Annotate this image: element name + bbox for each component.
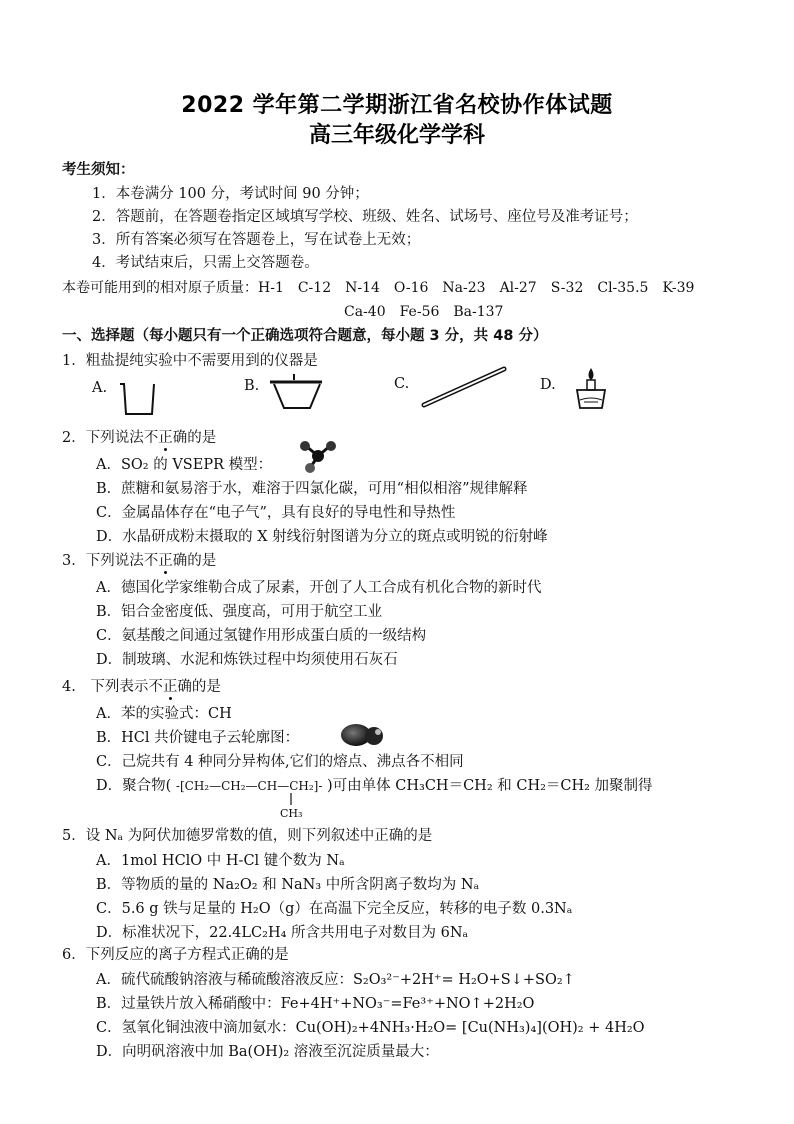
- notice-item-1: 1．本卷满分 100 分，考试时间 90 分钟；: [92, 186, 369, 202]
- q4-stem: [62, 677, 221, 697]
- section-heading: 一、选择题（每小题只有一个正确选项符合题意，每小题 3 分，共 48 分）: [62, 328, 548, 344]
- q2-option-a: A．SO₂ 的 VSEPR 模型：: [96, 457, 273, 473]
- evaporating-dish-icon: [266, 372, 326, 412]
- q6-option-b: B．过量铁片放入稀硝酸中：Fe+4H⁺+NO₃⁻=Fe³⁺+NO↑+2H₂O: [96, 996, 535, 1012]
- q5-option-c: C．5.6 g 铁与足量的 H₂O（g）在高温下完全反应，转移的电子数 0.3Nₐ: [96, 901, 573, 917]
- q3-stem: [62, 551, 216, 571]
- notice-item-3: 3．所有答案必须写在答题卷上，写在试卷上无效；: [92, 232, 421, 248]
- q3-stem-post: 的是: [187, 553, 217, 569]
- q1-option-d-label: D.: [540, 377, 556, 393]
- q4-option-b: B．HCl 共价键电子云轮廓图：: [96, 730, 300, 746]
- q2-option-b: B．蔗糖和氨易溶于水，难溶于四氯化碳，可用“相似相溶”规律解释: [96, 481, 528, 497]
- q4-d-polymer: -[CH₂—CH₂—CH—CH₂]-: [175, 779, 323, 793]
- exam-subject: 高三年级化学学科: [308, 123, 485, 148]
- notice-item-2: 2．答题前，在答题卷指定区域填写学校、班级、姓名、试场号、座位号及准考证号；: [92, 209, 638, 225]
- q4-option-a: A．苯的实验式：CH: [96, 706, 232, 722]
- q5-option-a: A．1mol HClO 中 H-Cl 键个数为 Nₐ: [96, 853, 345, 869]
- alcohol-lamp-icon: [572, 366, 610, 412]
- so2-vsepr-model-icon: [298, 440, 338, 474]
- glass-rod-icon: [420, 365, 510, 409]
- q4-d-pre: D．聚合物(: [96, 778, 172, 794]
- q1-stem: 1．粗盐提纯实验中不需要用到的仪器是: [62, 353, 318, 369]
- q3-stem-key: 不正确: [143, 553, 188, 569]
- q5-option-b: B．等物质的量的 Na₂O₂ 和 NaN₃ 中所含阴离子数均为 Nₐ: [96, 877, 480, 893]
- notice-item-4: 4．考试结束后，只需上交答题卷。: [92, 255, 319, 271]
- q2-option-c: C．金属晶体存在“电子气”，具有良好的导电性和导热性: [96, 505, 456, 521]
- q1-option-a-label: A.: [92, 380, 108, 396]
- q3-option-a: A．德国化学家维勒合成了尿素，开创了人工合成有机化合物的新时代: [96, 580, 542, 596]
- q3-option-d: D．制玻璃、水泥和炼铁过程中均须使用石灰石: [96, 652, 398, 668]
- q3-option-b: B．铝合金密度低、强度高，可用于航空工业: [96, 604, 383, 620]
- q4-stem-post: 的是: [191, 679, 221, 695]
- q2-stem-post: 的是: [187, 430, 217, 446]
- q3-stem-pre: 3．下列说法: [62, 553, 144, 569]
- q1-option-c-label: C.: [394, 376, 410, 392]
- q5-option-d: D．标准状况下，22.4LC₂H₄ 所含共用电子对数目为 6Nₐ: [96, 925, 469, 941]
- q6-option-c: C．氢氧化铜浊液中滴加氨水：Cu(OH)₂+4NH₃·H₂O= [Cu(NH₃)₄](OH)₂ + 4H₂O: [96, 1020, 645, 1036]
- q2-stem-key: 不正确: [143, 430, 188, 446]
- electron-cloud-icon: [340, 720, 390, 750]
- notice-heading: 考生须知：: [62, 162, 135, 178]
- q1-option-b-label: B.: [244, 378, 260, 394]
- q5-stem: 5．设 Nₐ 为阿伏加德罗常数的值，则下列叙述中正确的是: [62, 828, 433, 844]
- atomic-mass-line-1: 本卷可能用到的相对原子质量：H-1 C-12 N-14 O-16 Na-23 Al-27 S-32 Cl-35.5 K-39: [62, 280, 695, 296]
- q2-stem-pre: 2．下列说法: [62, 430, 144, 446]
- q6-option-a: A．硫代硫酸钠溶液与稀硫酸溶液反应：S₂O₃²⁻+2H⁺= H₂O+S↓+SO₂↑: [96, 972, 575, 988]
- q2-option-d: D．水晶研成粉末摄取的 X 射线衍射图谱为分立的斑点或明锐的衍射峰: [96, 529, 548, 545]
- q4-stem-key: 不正确: [148, 679, 192, 695]
- q4-d-post: )可由单体 CH₃CH＝CH₂ 和 CH₂＝CH₂ 加聚制得: [327, 778, 653, 794]
- beaker-icon: [118, 380, 160, 418]
- q4-option-c: C．己烷共有 4 种同分异构体,它们的熔点、沸点各不相同: [96, 754, 464, 770]
- q4-option-d: [96, 776, 653, 796]
- q3-option-c: C．氨基酸之间通过氢键作用形成蛋白质的一级结构: [96, 628, 427, 644]
- q6-option-d: D．向明矾溶液中加 Ba(OH)₂ 溶液至沉淀质量最大：: [96, 1044, 439, 1060]
- atomic-mass-line-2: Ca-40 Fe-56 Ba-137: [344, 304, 504, 320]
- q2-stem: [62, 428, 216, 448]
- q4-stem-pre: 4. 下列表示: [62, 679, 149, 695]
- q6-stem: 6．下列反应的离子方程式正确的是: [62, 947, 289, 963]
- exam-title: 2022 学年第二学期浙江省名校协作体试题: [181, 93, 613, 118]
- q4-d-branch: CH₃: [280, 807, 303, 820]
